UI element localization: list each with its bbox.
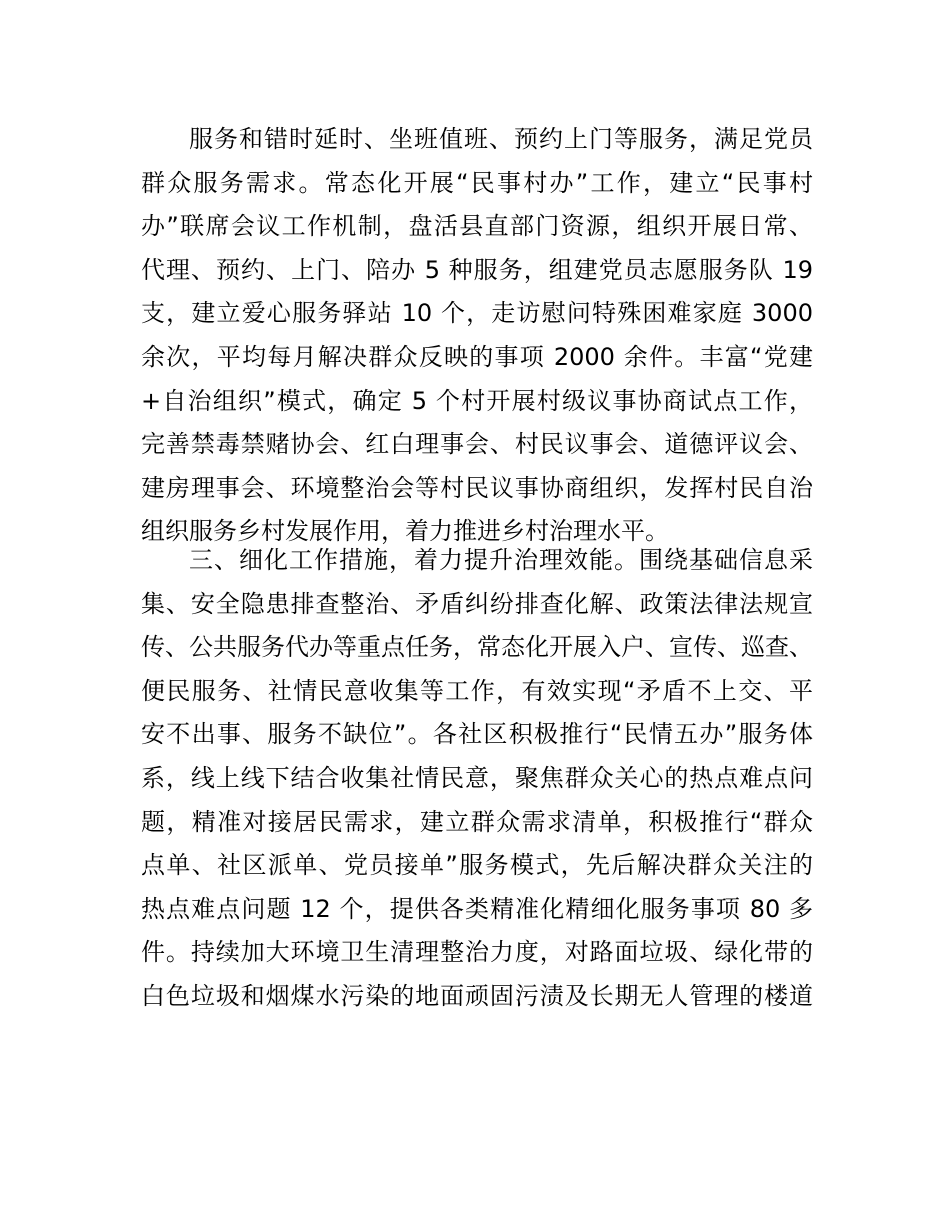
text-line: +自治组织”模式，确定 5 个村开展村级议事协商试点工作，: [141, 386, 813, 415]
text-line: 热点难点问题 12 个，提供各类精准化精细化服务事项 80 多: [141, 894, 813, 923]
text-line: 余次，平均每月解决群众反映的事项 2000 余件。丰富“党建: [141, 342, 813, 371]
text-line: 集、安全隐患排查整治、矛盾纠纷排查化解、政策法律法规宣: [141, 589, 813, 618]
text-line: 系，线上线下结合收集社情民意，聚焦群众关心的热点难点问: [141, 763, 813, 792]
text-line: 传、公共服务代办等重点任务，常态化开展入户、宣传、巡查、: [141, 633, 813, 662]
paragraph-services: [141, 118, 813, 554]
text-line: 安不出事、服务不缺位”。各社区积极推行“民情五办”服务体: [141, 720, 813, 749]
text-line: 支，建立爱心服务驿站 10 个，走访慰问特殊困难家庭 3000: [141, 299, 813, 328]
text-line: 三、细化工作措施，着力提升治理效能。围绕基础信息采: [189, 546, 813, 574]
text-line: 点单、社区派单、党员接单”服务模式，先后解决群众关注的: [141, 851, 813, 880]
text-line: 便民服务、社情民意收集等工作，有效实现“矛盾不上交、平: [141, 676, 813, 705]
text-line: 组织服务乡村发展作用，着力推进乡村治理水平。: [141, 517, 669, 546]
text-line: 代理、预约、上门、陪办 5 种服务，组建党员志愿服务队 19: [141, 255, 813, 284]
paragraph-governance-measures: [141, 539, 813, 1019]
text-line: 群众服务需求。常态化开展“民事村办”工作，建立“民事村: [141, 168, 813, 197]
text-line: 建房理事会、环境整治会等村民议事协商组织，发挥村民自治: [141, 473, 813, 502]
text-line: 白色垃圾和烟煤水污染的地面顽固污渍及长期无人管理的楼道: [141, 981, 813, 1010]
text-line: 办”联席会议工作机制，盘活县直部门资源，组织开展日常、: [141, 212, 813, 241]
text-line: 题，精准对接居民需求，建立群众需求清单，积极推行“群众: [141, 807, 813, 836]
text-line: 件。持续加大环境卫生清理整治力度，对路面垃圾、绿化带的: [141, 938, 813, 967]
text-line: 服务和错时延时、坐班值班、预约上门等服务，满足党员: [189, 125, 813, 153]
text-line: 完善禁毒禁赌协会、红白理事会、村民议事会、道德评议会、: [141, 430, 813, 459]
